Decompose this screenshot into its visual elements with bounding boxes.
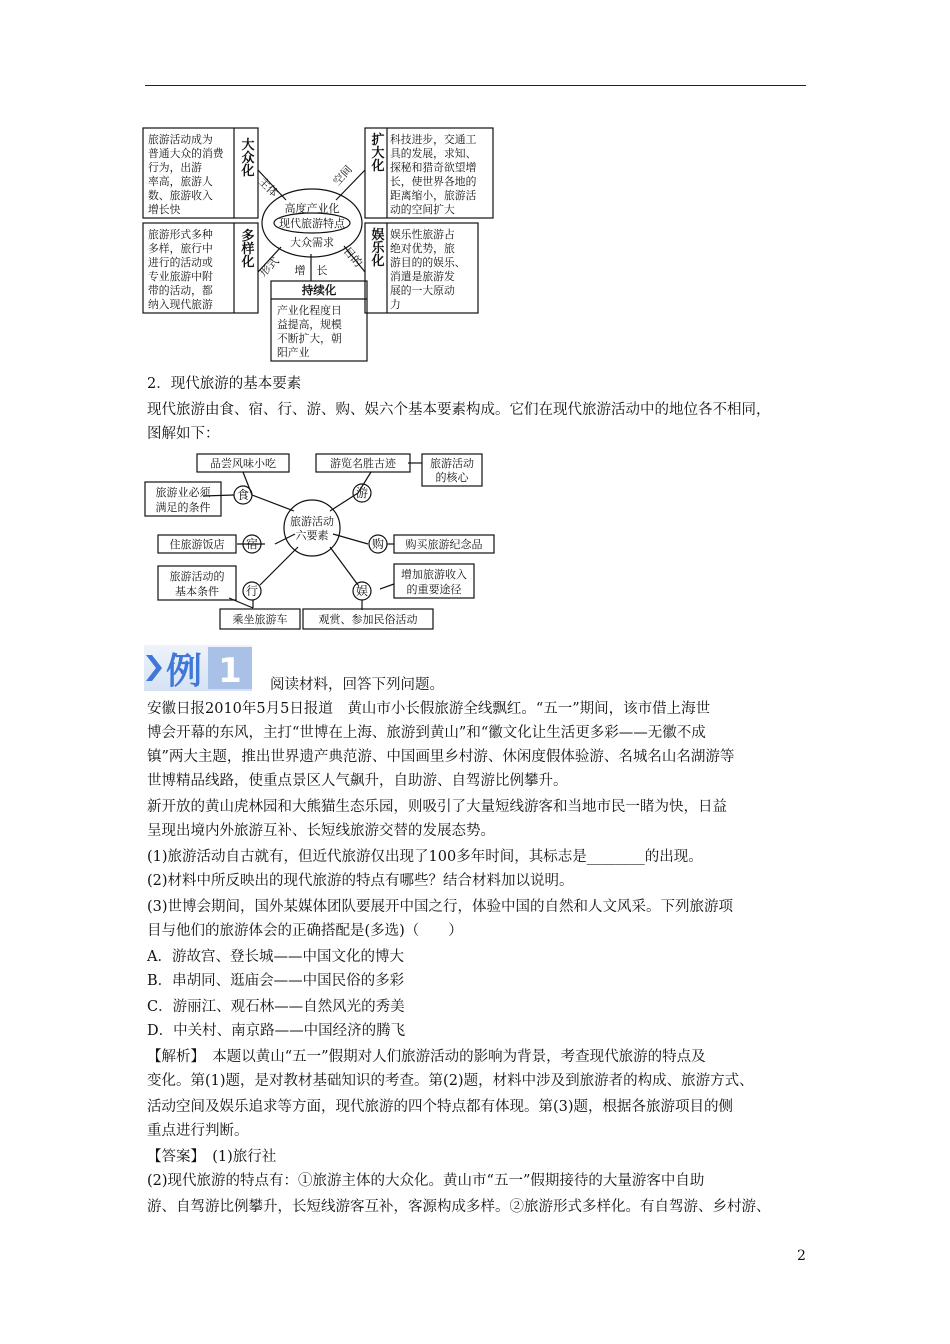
analysis-line: 活动空间及娱乐追求等方面，现代旅游的四个特点都有体现。第(3)题，根据各旅游项目的侧	[147, 1099, 734, 1115]
question-2: (2)材料中所反映出的现代旅游的特点有哪些？结合材料加以说明。	[147, 873, 574, 889]
expand-tag: 扩大化	[368, 132, 384, 172]
entertain-line: 游目的的娱乐、	[390, 256, 466, 269]
diverse-line: 旅游形式多种	[148, 228, 213, 241]
example-line: 镇”两大主题，推出世界遗产典范游、中国画里乡村游、休闲度假体验游、名城名山名湖游等	[147, 749, 735, 765]
page-number: 2	[797, 1248, 806, 1264]
mass-tag: 大众化	[238, 137, 254, 177]
diverse-line: 进行的活动或	[148, 256, 213, 269]
sustain-tag: 持续化	[301, 283, 337, 297]
center-top-text: 高度产业化	[284, 202, 340, 215]
question-3: (3)世博会期间，国外某媒体团队要展开中国之行，体验中国的自然和人文风采。下列旅游项	[147, 899, 734, 915]
mass-line: 增长快	[148, 203, 181, 216]
expand-line: 动的空间扩大	[390, 203, 455, 216]
core-box-label: 旅游活动	[430, 457, 474, 470]
must-box-label: 旅游业必须	[155, 486, 211, 499]
option-a: A．游故宫、登长城——中国文化的博大	[147, 949, 404, 965]
expand-line: 具的发展，求知、	[390, 147, 477, 160]
entertain-line: 绝对优势，旅	[390, 242, 455, 255]
entertain-line: 消遣是旅游发	[390, 270, 455, 283]
diverse-line: 纳入现代旅游	[148, 298, 213, 311]
modern-tourism-features-diagram	[140, 122, 500, 367]
element-stay: 宿	[245, 537, 259, 551]
diverse-line: 带的活动，都	[148, 284, 213, 297]
example-line: 呈现出境内外旅游互补、长短线旅游交替的发展态势。	[147, 823, 495, 839]
axis-subject-label: 主体	[255, 174, 281, 200]
example-intro: 阅读材料，回答下列问题。	[270, 677, 444, 693]
entertain-line: 娱乐性旅游占	[390, 228, 455, 241]
section-heading: 2．现代旅游的基本要素	[147, 376, 302, 392]
expand-line: 长，使世界各地的	[390, 175, 477, 188]
element-fun: 娱	[355, 584, 369, 598]
element-travel: 行	[245, 584, 259, 598]
question-1: (1)旅游活动自古就有，但近代旅游仅出现了100多年时间，其标志是________的出现。	[147, 849, 703, 865]
expand-line: 距离缩小，旅游活	[390, 189, 477, 202]
example-number: 1	[218, 651, 242, 691]
core-box-label: 的核心	[435, 471, 469, 484]
expand-line: 探秘和猎奇欲望增	[390, 161, 477, 174]
mass-line: 旅游活动成为	[148, 133, 213, 146]
analysis-line: 【解析】 本题以黄山“五一”假期对人们旅游活动的影响为背景，考查现代旅游的特点及	[147, 1049, 706, 1065]
mass-line: 行为，出游	[148, 161, 202, 174]
sustain-line: 产业化程度日	[277, 304, 342, 317]
option-d: D．中关村、南京路——中国经济的腾飞	[147, 1023, 406, 1039]
stay-box-label: 住旅游饭店	[169, 538, 225, 551]
must-box-label: 满足的条件	[155, 501, 211, 514]
sustain-line: 阳产业	[277, 346, 310, 359]
entertain-line: 力	[390, 298, 401, 311]
example-banner	[144, 645, 252, 691]
diverse-line: 专业旅游中附	[148, 270, 213, 283]
entertain-tag: 娱乐化	[368, 227, 384, 267]
income-box-label: 增加旅游收入	[401, 568, 467, 581]
sustain-line: 益提高，规模	[277, 318, 342, 331]
element-tour: 游	[355, 486, 369, 500]
option-b: B．串胡同、逛庙会——中国民俗的多彩	[147, 973, 405, 989]
diverse-line: 多样，旅行中	[148, 242, 213, 255]
expand-line: 科技进步，交通工	[390, 133, 477, 146]
example-line: 世博精品线路，使重点景区人气飙升，自助游、自驾游比例攀升。	[147, 773, 568, 789]
answer-line: 【答案】 (1)旅行社	[147, 1149, 277, 1165]
axis-space-label: 空间	[330, 162, 355, 189]
tour-box-label: 游览名胜古迹	[330, 457, 396, 470]
income-box-label: 的重要途径	[406, 583, 462, 596]
analysis-line: 重点进行判断。	[147, 1123, 249, 1139]
center-bot-text: 大众需求	[290, 236, 334, 249]
six-elements-diagram	[140, 448, 500, 638]
entertain-line: 展的一大原动	[390, 284, 455, 297]
basic-box-label: 基本条件	[175, 585, 219, 598]
axis-form-label: 形式	[256, 254, 282, 280]
center-circle-text: 旅游活动	[290, 515, 334, 528]
example-line: 安徽日报2010年5月5日报道 黄山市小长假旅游全线飘红。“五一”期间，该市借上海世	[147, 701, 711, 717]
answer-line: (2)现代旅游的特点有：①旅游主体的大众化。黄山市“五一”假期接待的大量游客中自助	[147, 1173, 705, 1189]
sustain-line: 不断扩大，朝	[277, 332, 342, 345]
basic-box-label: 旅游活动的	[169, 570, 225, 583]
section-para-line: 图解如下：	[147, 426, 220, 442]
folk-box-label: 观赏、参加民俗活动	[318, 613, 418, 626]
answer-line: 游、自驾游比例攀升，长短线游客互补，客源构成多样。②旅游形式多样化。有自驾游、乡村游、	[147, 1199, 771, 1215]
analysis-line: 变化。第(1)题，是对教材基础知识的考查。第(2)题，材料中涉及到旅游者的构成、旅游方式、	[147, 1073, 754, 1089]
option-c: C．游丽江、观石林——自然风光的秀美	[147, 999, 405, 1015]
center-mid-text: 现代旅游特点	[279, 217, 345, 230]
header-rule	[145, 85, 806, 86]
axis-purpose-label: 目的	[340, 244, 365, 270]
diverse-tag: 多样化	[238, 228, 254, 268]
center-circle-text: 六要素	[295, 529, 329, 542]
mass-line: 率高，旅游人	[148, 175, 213, 188]
element-shop: 购	[371, 537, 385, 551]
shop-box-label: 购买旅游纪念品	[405, 538, 483, 551]
example-line: 新开放的黄山虎林园和大熊猫生态乐园，则吸引了大量短线游客和当地市民一睹为快，日益	[147, 799, 727, 815]
section-para-line: 现代旅游由食、宿、行、游、购、娱六个基本要素构成。它们在现代旅游活动中的地位各不相同，	[147, 402, 771, 418]
question-3-cont: 目与他们的旅游体会的正确搭配是(多选)（ ）	[147, 923, 463, 939]
mass-line: 普通大众的消费	[148, 147, 224, 160]
element-food: 食	[236, 488, 250, 502]
example-label: 例	[166, 651, 203, 691]
mass-line: 数、旅游收入	[148, 189, 213, 202]
example-line: 博会开幕的东风，主打“世博在上海、旅游到黄山”和“徽文化让生活更多彩——无徽不成	[147, 725, 706, 741]
axis-growth-label: 增 长	[294, 264, 328, 277]
food-box-label: 品尝风味小吃	[210, 457, 276, 470]
bus-box-label: 乘坐旅游车	[232, 613, 288, 626]
